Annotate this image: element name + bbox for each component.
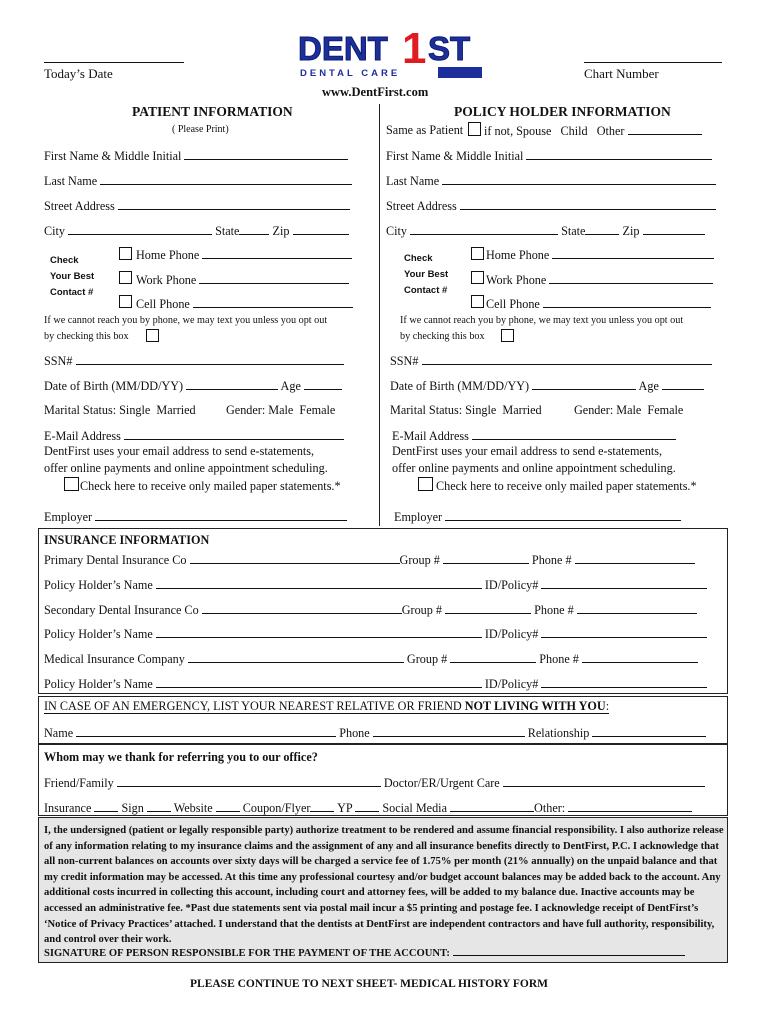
patient-marital-status[interactable]: Marital Status: Single Married — [44, 403, 196, 417]
patient-home-phone-label: Home Phone — [136, 248, 200, 262]
policy-section-title: POLICY HOLDER INFORMATION — [454, 104, 671, 119]
secondary-insurance-row[interactable] — [44, 602, 697, 618]
referral-coupon-label: Coupon/Flyer — [242, 801, 311, 815]
patient-text-opt-out-checkbox[interactable] — [146, 329, 159, 342]
patient-employer-label: Employer — [44, 510, 93, 524]
patient-work-phone-checkbox[interactable] — [119, 271, 132, 284]
primary-group-label: Group # — [399, 553, 440, 567]
patient-age-label: Age — [280, 379, 301, 393]
signature-field[interactable] — [44, 946, 685, 959]
policy-relation-field[interactable] — [484, 123, 702, 139]
primary-holder-label: Policy Holder’s Name — [44, 578, 153, 592]
referral-other-label: Other: — [534, 801, 566, 815]
patient-cell-phone-label: Cell Phone — [136, 297, 190, 311]
referral-website-label: Website — [173, 801, 213, 815]
policy-cell-phone-field[interactable] — [486, 296, 711, 312]
referral-social-label: Social Media — [382, 801, 447, 815]
patient-work-phone-label: Work Phone — [136, 273, 197, 287]
patient-dob-field[interactable] — [44, 378, 342, 394]
emergency-contact-row[interactable] — [44, 725, 706, 741]
primary-insurance-label: Primary Dental Insurance Co — [44, 553, 187, 567]
policy-email-note-2: offer online payments and online appointment scheduling. — [392, 461, 676, 475]
policy-email-field[interactable] — [392, 428, 676, 444]
secondary-holder-row[interactable] — [44, 626, 707, 642]
policy-cell-phone-label: Cell Phone — [486, 297, 540, 311]
policy-marital-status[interactable]: Marital Status: Single Married — [390, 403, 542, 417]
policy-email-note-1: DentFirst uses your email address to send e-statements, — [392, 444, 663, 458]
patient-email-field[interactable] — [44, 428, 344, 444]
patient-city-label: City — [44, 224, 65, 238]
policy-your-best-label: Your Best — [404, 269, 449, 280]
patient-gender[interactable]: Gender: Male Female — [226, 403, 336, 417]
medical-insurance-label: Medical Insurance Company — [44, 652, 185, 666]
policy-last-name-label: Last Name — [386, 174, 440, 188]
policy-text-note-2: by checking this box — [400, 331, 485, 342]
patient-street-label: Street Address — [44, 199, 115, 213]
medical-group-label: Group # — [406, 652, 448, 666]
policy-zip-label: Zip — [622, 224, 640, 238]
policy-mailed-statements-label: Check here to receive only mailed paper statements.* — [436, 479, 697, 493]
consent-text: I, the undersigned (patient or legally responsible party) authorize treatment to be rendered and assume financial responsibility. I also authorize release of any information relating to my insurance claims and the assignment of any and all insurance benefits directly to DentFirst, P.C. I acknowledge that all non-current balances on accounts over sixty days will be charged a service fee of 1.75% per month (21% annually) on the unpaid balance and that my credit information may be accessed. At this time any professional courtesy and/or budget account balances may be added back to the account. Any additional costs incurred in collecting this account, including court and attorney fees, will be added to my balance due. Inactive accounts may be accessed an administrative fee. *Past due statements sent via postal mail incur a $5 printing and postage fee. I acknowledge receipt of DentFirst’s ‘Notice of Privacy Practices’ attached. I understand that the dentists at DentFirst are independent contractors and have full authority, responsibility, and control over their work. — [44, 825, 724, 946]
policy-gender[interactable]: Gender: Male Female — [574, 403, 684, 417]
medical-insurance-row[interactable] — [44, 651, 698, 667]
policy-ssn-field[interactable] — [390, 353, 712, 369]
policy-first-name-field[interactable] — [386, 148, 712, 164]
patient-cell-phone-field[interactable] — [136, 296, 353, 312]
patient-first-name-label: First Name & Middle Initial — [44, 149, 182, 163]
referral-sign-label: Sign — [121, 801, 144, 815]
patient-state-label: State — [215, 224, 240, 238]
todays-date-line[interactable] — [44, 60, 184, 63]
policy-state-label: State — [561, 224, 586, 238]
chart-number-label: Chart Number — [584, 66, 659, 81]
secondary-id-label: ID/Policy# — [484, 627, 539, 641]
policy-work-phone-field[interactable] — [486, 272, 713, 288]
policy-home-phone-field[interactable] — [486, 247, 714, 263]
policy-dob-field[interactable] — [390, 378, 704, 394]
policy-street-field[interactable] — [386, 198, 716, 214]
policy-last-name-field[interactable] — [386, 173, 716, 189]
patient-mailed-statements-label: Check here to receive only mailed paper statements.* — [80, 479, 341, 493]
todays-date-label: Today’s Date — [44, 66, 113, 81]
please-print-note: ( Please Print) — [172, 124, 229, 135]
policy-home-phone-checkbox[interactable] — [471, 247, 484, 260]
logo-one-text: 1 — [402, 24, 427, 73]
emergency-title — [44, 700, 609, 714]
patient-work-phone-field[interactable] — [136, 272, 349, 288]
policy-check-label: Check — [404, 253, 433, 264]
policy-cell-phone-checkbox[interactable] — [471, 295, 484, 308]
policy-employer-label: Employer — [394, 510, 443, 524]
policy-employer-field[interactable] — [394, 509, 681, 525]
policy-age-label: Age — [638, 379, 659, 393]
policy-text-note-1: If we cannot reach you by phone, we may text you unless you opt out — [400, 315, 684, 326]
policy-relation-label: if not, Spouse Child Other — [484, 124, 625, 138]
primary-id-label: ID/Policy# — [484, 578, 539, 592]
patient-employer-field[interactable] — [44, 509, 347, 525]
medical-phone-label: Phone # — [539, 652, 579, 666]
policy-home-phone-label: Home Phone — [486, 248, 550, 262]
referral-friend-doctor-row[interactable] — [44, 775, 705, 791]
logo-st-text: ST — [428, 30, 471, 67]
policy-text-opt-out-checkbox[interactable] — [501, 329, 514, 342]
medical-holder-row[interactable] — [44, 676, 707, 692]
chart-number-line[interactable] — [584, 60, 722, 63]
patient-last-name-label: Last Name — [44, 174, 98, 188]
patient-ssn-label: SSN# — [44, 354, 73, 368]
primary-holder-row[interactable] — [44, 577, 707, 593]
tooth-mark-icon — [438, 67, 482, 78]
referral-insurance-label: Insurance — [44, 801, 92, 815]
referral-sources-row[interactable] — [44, 800, 692, 816]
policy-dob-label: Date of Birth (MM/DD/YY) — [390, 379, 530, 393]
emergency-title-emphasis: NOT LIVING WITH YOU — [464, 699, 606, 713]
insurance-section-title: INSURANCE INFORMATION — [44, 533, 210, 547]
secondary-phone-label: Phone # — [534, 603, 574, 617]
referral-yp-label: YP — [337, 801, 353, 815]
medical-holder-label: Policy Holder’s Name — [44, 677, 153, 691]
policy-work-phone-checkbox[interactable] — [471, 271, 484, 284]
patient-city-state-zip-field[interactable] — [44, 223, 349, 239]
patient-check-label: Check — [50, 255, 79, 266]
patient-contact-label: Contact # — [50, 287, 94, 298]
logo-dental-care-text: DENTAL CARE — [300, 68, 401, 79]
patient-text-note-2: by checking this box — [44, 331, 129, 342]
medical-id-label: ID/Policy# — [484, 677, 539, 691]
patient-first-name-field[interactable] — [44, 148, 348, 164]
patient-cell-phone-checkbox[interactable] — [119, 295, 132, 308]
column-divider — [379, 104, 380, 526]
policy-mailed-statements-checkbox[interactable] — [418, 477, 433, 491]
policy-contact-label: Contact # — [404, 285, 448, 296]
policy-city-state-zip-field[interactable] — [386, 223, 705, 239]
primary-phone-label: Phone # — [531, 553, 572, 567]
patient-last-name-field[interactable] — [44, 173, 352, 189]
logo-dent-text: DENT — [298, 30, 388, 67]
patient-email-note-2: offer online payments and online appointment scheduling. — [44, 461, 328, 475]
secondary-group-label: Group # — [401, 603, 443, 617]
patient-email-label: E-Mail Address — [44, 429, 121, 443]
same-as-patient-checkbox[interactable] — [468, 122, 481, 136]
patient-home-phone-field[interactable] — [136, 247, 352, 263]
patient-section-title: PATIENT INFORMATION — [132, 104, 293, 119]
policy-ssn-label: SSN# — [390, 354, 419, 368]
patient-mailed-statements-checkbox[interactable] — [64, 477, 79, 491]
policy-email-label: E-Mail Address — [392, 429, 469, 443]
emergency-phone-label: Phone — [339, 726, 370, 740]
referral-friend-label: Friend/Family — [44, 776, 114, 790]
patient-street-field[interactable] — [44, 198, 350, 214]
policy-first-name-label: First Name & Middle Initial — [386, 149, 524, 163]
signature-label: SIGNATURE OF PERSON RESPONSIBLE FOR THE PAYMENT OF THE ACCOUNT: — [44, 948, 450, 959]
patient-ssn-field[interactable] — [44, 353, 344, 369]
referral-title: Whom may we thank for referring you to our office? — [44, 750, 318, 764]
policy-street-label: Street Address — [386, 199, 457, 213]
secondary-insurance-label: Secondary Dental Insurance Co — [44, 603, 199, 617]
emergency-title-colon: : — [605, 699, 610, 713]
patient-zip-label: Zip — [272, 224, 290, 238]
patient-home-phone-checkbox[interactable] — [119, 247, 132, 260]
primary-insurance-row[interactable] — [44, 552, 695, 568]
continue-note: PLEASE CONTINUE TO NEXT SHEET- MEDICAL HISTORY FORM — [190, 978, 548, 990]
referral-doctor-label: Doctor/ER/Urgent Care — [383, 776, 500, 790]
emergency-relationship-label: Relationship — [527, 726, 590, 740]
patient-email-note-1: DentFirst uses your email address to send e-statements, — [44, 444, 315, 458]
logo — [298, 24, 484, 82]
policy-work-phone-label: Work Phone — [486, 273, 547, 287]
patient-text-note-1: If we cannot reach you by phone, we may text you unless you opt out — [44, 315, 328, 326]
patient-your-best-label: Your Best — [50, 271, 95, 282]
emergency-name-label: Name — [44, 726, 74, 740]
patient-dob-label: Date of Birth (MM/DD/YY) — [44, 379, 184, 393]
same-as-patient-label: Same as Patient — [386, 123, 464, 137]
policy-city-label: City — [386, 224, 407, 238]
emergency-title-text: IN CASE OF AN EMERGENCY, LIST YOUR NEAREST RELATIVE OR FRIEND — [44, 699, 465, 713]
website: www.DentFirst.com — [322, 85, 429, 99]
secondary-holder-label: Policy Holder’s Name — [44, 627, 153, 641]
